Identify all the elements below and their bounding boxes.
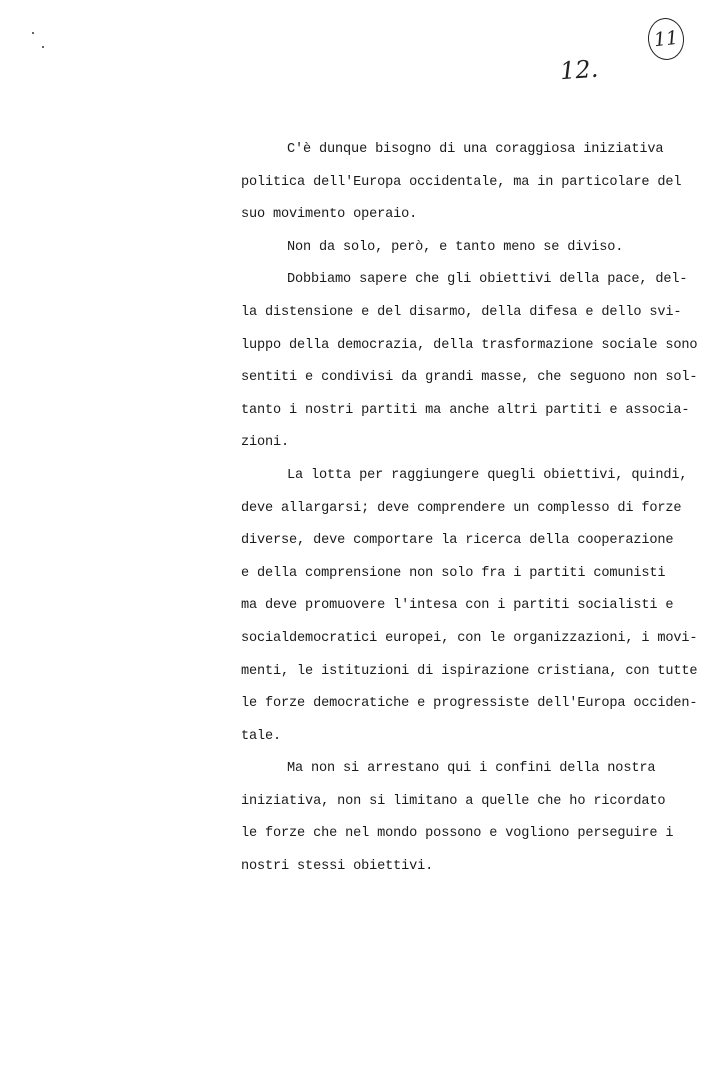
- text-line: suo movimento operaio.: [241, 207, 418, 223]
- text-line: zioni.: [241, 435, 290, 451]
- text-line: e della comprensione non solo fra i partiti comunisti: [241, 565, 666, 581]
- scan-speck: [42, 46, 44, 48]
- text-line: menti, le istituzioni di ispirazione cristiana, con tutte: [241, 663, 698, 679]
- scan-speck: [32, 32, 34, 34]
- handwritten-page-number: 12.: [559, 54, 600, 86]
- text-line: diverse, deve comportare la ricerca della cooperazione: [241, 533, 674, 549]
- text-line: la distensione e del disarmo, della difesa e dello svi-: [241, 304, 682, 320]
- paragraph: [241, 232, 641, 265]
- text-line: nostri stessi obiettivi.: [241, 859, 434, 875]
- text-line: Ma non si arrestano qui i confini della nostra: [287, 761, 656, 777]
- text-line: C'è dunque bisogno di una coraggiosa iniziativa: [287, 142, 664, 157]
- document-body: [241, 134, 698, 884]
- text-line: le forze democratiche e progressiste dell'Europa occiden-: [241, 696, 698, 712]
- text-line: socialdemocratici europei, con le organizzazioni, i movi-: [241, 630, 698, 646]
- paragraph: [241, 134, 682, 232]
- text-line: tanto i nostri partiti ma anche altri partiti e associa-: [241, 402, 690, 418]
- text-line: iniziativa, non si limitano a quelle che ho ricordato: [241, 793, 666, 809]
- text-line: ma deve promuovere l'intesa con i partiti socialisti e: [241, 598, 674, 614]
- text-line: deve allargarsi; deve comprendere un complesso di forze: [241, 500, 682, 516]
- text-line: le forze che nel mondo possono e vogliono perseguire i: [241, 826, 674, 842]
- circled-archive-number: 11: [646, 16, 686, 62]
- text-line: Dobbiamo sapere che gli obiettivi della pace, del-: [287, 272, 688, 288]
- paragraph: [241, 460, 698, 753]
- paragraph: [241, 753, 674, 883]
- text-line: Non da solo, però, e tanto meno se diviso.: [287, 239, 624, 255]
- text-line: politica dell'Europa occidentale, ma in particolare del: [241, 174, 682, 190]
- text-line: La lotta per raggiungere quegli obiettivi, quindi,: [287, 467, 688, 483]
- text-line: sentiti e condivisi da grandi masse, che seguono non sol-: [241, 370, 698, 386]
- paragraph: [241, 264, 698, 460]
- text-line: tale.: [241, 728, 282, 744]
- text-line: luppo della democrazia, della trasformazione sociale sono: [241, 337, 698, 353]
